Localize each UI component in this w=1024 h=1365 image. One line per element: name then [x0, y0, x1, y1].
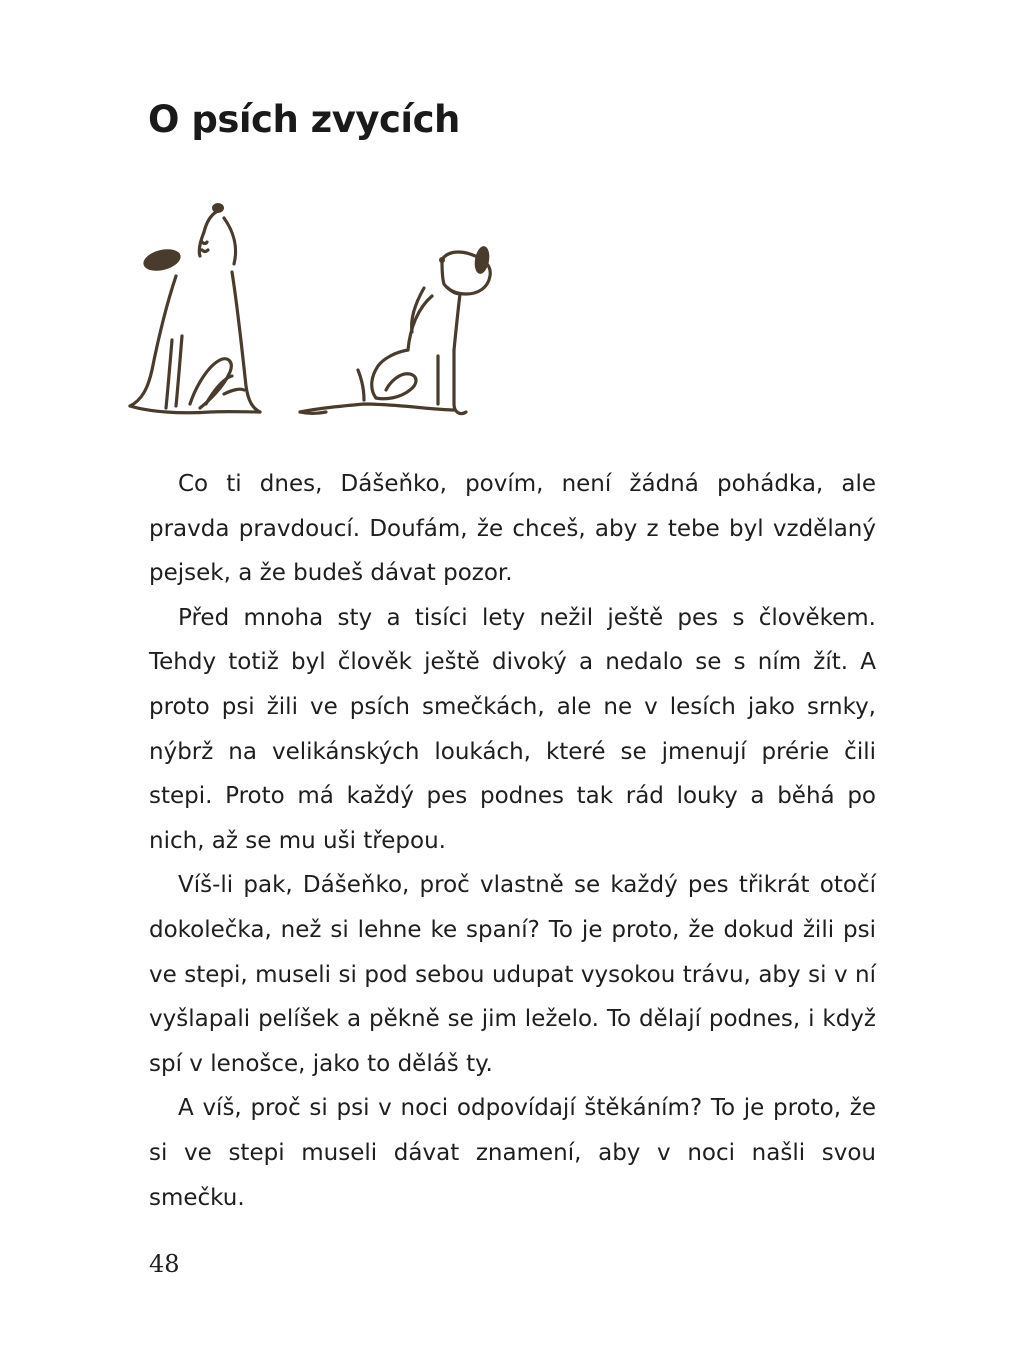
left-dog-drawing: [130, 212, 260, 413]
page-number: 48: [149, 1250, 180, 1278]
page-title: O psích zvycích: [148, 98, 460, 141]
paragraph: Co ti dnes, Dášeňko, povím, není žádná pohádka, ale pravda pravdoucí. Doufám, že chceš, aby z tebe byl vzdělaný pejsek, a že budeš dávat pozor.: [149, 471, 876, 587]
two-dogs-illustration: [120, 190, 500, 430]
paragraph: Víš-li pak, Dášeňko, proč vlastně se každý pes třikrát otočí dokolečka, než si lehne ke spaní? To je proto, že dokud žili psi ve stepi, museli si pod sebou udupat vysokou trávu, aby si v ní vyšlapali pelíšek a pěkně se jim leželo. To dělají podnes, i když spí v lenošce, jako to děláš ty.: [149, 872, 876, 1077]
right-dog-drawing: [300, 252, 490, 414]
paragraph: Před mnoha sty a tisíci lety nežil ještě pes s člověkem. Tehdy totiž byl člověk ještě divoký a nedalo se s ním žít. A proto psi žili ve psích smečkách, ale ne v lesích jako srnky, nýbrž na velikánských loukách, které se jmenují prérie čili stepi. Proto má každý pes podnes tak rád louky a běhá po nich, až se mu uši třepou.: [149, 604, 876, 854]
paragraph: A víš, proč si psi v noci odpovídají štěkáním? To je proto, že si ve stepi museli dávat znamení, aby v noci našli svou smečku.: [149, 1095, 876, 1211]
body-text: [149, 462, 876, 1220]
